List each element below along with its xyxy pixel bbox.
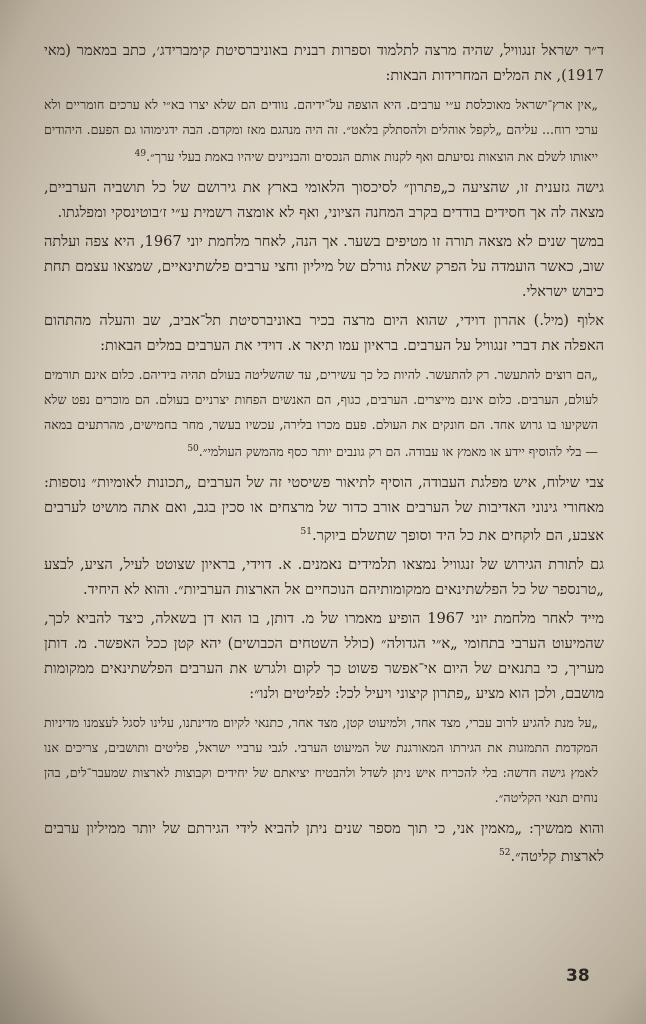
- paragraph-text: מייד לאחר מלחמת יוני 1967 הופיע מאמרו של מ. דותן, בו הוא דן בשאלה, כיצד להביא לכך, שהמיעוט הערבי בתחומי „א״י הגדולה״ (כולל השטחים הכבושים) יהא קטן ככל האפשר. מ. דותן מעריך, כי בתנאים של היום אי־אפשר פשוט כך לקום ולגרש את הערבים הפלשתינאים ממקומות מושבם, ולכן הוא מציע „פתרון קיצוני ויעיל לכל: לפליטים ולנו״:: [44, 610, 604, 703]
- paragraph-text: אלוף (מיל.) אהרון דוידי, שהוא היום מרצה בכיר באוניברסיטת תל־אביב, שב והעלה מהתהום האפלה את דברי זנגוויל על הערבים. בראיון עמו תיאר א. דוידי את הערבים במלים הבאות:: [44, 312, 604, 355]
- text-column: [44, 38, 604, 873]
- paragraph-text: „אין ארץ־ישראל מאוכלסת ע״י ערבים. היא הוצפה על־ידיהם. נוודים הם שלא יצרו בא״י לא ערכים חומריים ולא ערכי רוח... עליהם „לקפל אוהלים ולהסתלק בלאט״. זה היה מנהגם מאז ומקדם. הבה ידגימוהו גם הפעם. היהודים ייאותו לשלם את הוצאות נסיעתם ואף לקנות אותם הנכסים והבניינים שיהיו באמת בעלי ערך״.: [44, 97, 598, 165]
- page-number: 38: [566, 966, 590, 986]
- footnote-marker: 49: [134, 149, 147, 159]
- footnote-marker: 50: [187, 444, 199, 455]
- block-quote: [44, 710, 604, 810]
- paragraph: [44, 470, 604, 548]
- paragraph-text: „על מנת להגיע לרוב עברי, מצד אחד, ולמיעוט קטן, מצד אחר, כתנאי לקיום מדינתנו, עלינו לסגל לעצמנו מדיניות המקדמת התמזגות את הגירתו המאורגנת של המיעוט הערבי. לגבי ערביי ישראל, פליטים ותושבים, צריכים אנו לאמץ גישה חדשה: בלי להכריח איש ניתן לשדל ולהבטיח יציאתם של יחידים וקבוצות לארצות שמעבר־לים, בהן נוחים תנאי הקליטה״.: [44, 715, 598, 806]
- paragraph: [44, 38, 604, 88]
- footnote-marker: 51: [300, 527, 312, 538]
- paragraph: [44, 606, 604, 706]
- paragraph-text: במשך שנים לא מצאה תורה זו מטיפים בשער. אך הנה, לאחר מלחמת יוני 1967, היא צפה ועלתה שוב, כאשר הועמדה על הפרק שאלת גורלם של מיליון וחצי ערבים פלשתינאיים, שמצאו עצמם תחת כיבוש ישראלי.: [44, 233, 604, 301]
- paragraph-text: גם לתורת הגירוש של זנגוויל נמצאו תלמידים נאמנים. א. דוידי, בראיון שצוטט לעיל, הציע, לבצע „טרנספר של כל הפלשתינאים ממקומותיהם הנוכחיים אל הארצות הערביות״. והוא לא היחיד.: [44, 556, 604, 599]
- paragraph: [44, 816, 604, 869]
- paragraph-text: גישה גזענית זו, שהציעה כ„פתרון״ לסיכסוך הלאומי בארץ את גירושם של כל תושביה הערביים, מצאה לה אך חסידים בודדים בקרב המחנה הציוני, ואף לא אומצה רשמית ע״י ז׳בוטינסקי ומפלגתו.: [44, 179, 604, 222]
- paragraph-text: ד״ר ישראל זנגוויל, שהיה מרצה לתלמוד וספרות רבנית באוניברסיטת קימברידג׳, כתב במאמר (מאי 1917), את המלים המחרידות הבאות:: [44, 42, 604, 84]
- paragraph-text: צבי שילוח, איש מפלגת העבודה, הוסיף לתיאור פשיסטי זה של הערבים „תכונות לאומיות״ נוספות: מאחורי גינוני האדיבות של הערבים אורב כדור של מרצחים או סכין בגב, ואם אתה מושיט לערבים אצבע, הם לוקחים את כל היד וסופך שתשלם ביוקר.: [44, 474, 604, 545]
- paragraph-text: והוא ממשיך: „מאמין אני, כי תוך מספר שנים ניתן להביא לידי הגירתם של יותר ממיליון ערבים לארצות קליטה״.: [44, 820, 604, 866]
- paragraph-text: „הם רוצים להתעשר. רק להתעשר. להיות כל כך עשירים, עד שהשליטה בעולם תהיה בידיהם. כלום אינם תורמים לעולם, הערבים. כלום אינם מייצרים. הערבים, כגוף, הם האנשים הפחות יצרניים בעולם. הם מוכרים נפט שלא השקיעו בו גרוש אחד. הם חונקים את העולם. פעם מכרו בלירה, עכשיו בעשר, מחר בחמישים, מהרתעים במאה — בלי להוסיף יידע או מאמץ או עבודה. הם רק גונבים יותר כסף מהמשק העולמי״.: [44, 367, 598, 460]
- paragraph: [44, 552, 604, 602]
- footnote-marker: 52: [499, 848, 511, 859]
- paragraph: [44, 308, 604, 358]
- paragraph: [44, 175, 604, 225]
- block-quote: [44, 362, 604, 464]
- block-quote: [44, 92, 604, 169]
- paragraph: [44, 229, 604, 304]
